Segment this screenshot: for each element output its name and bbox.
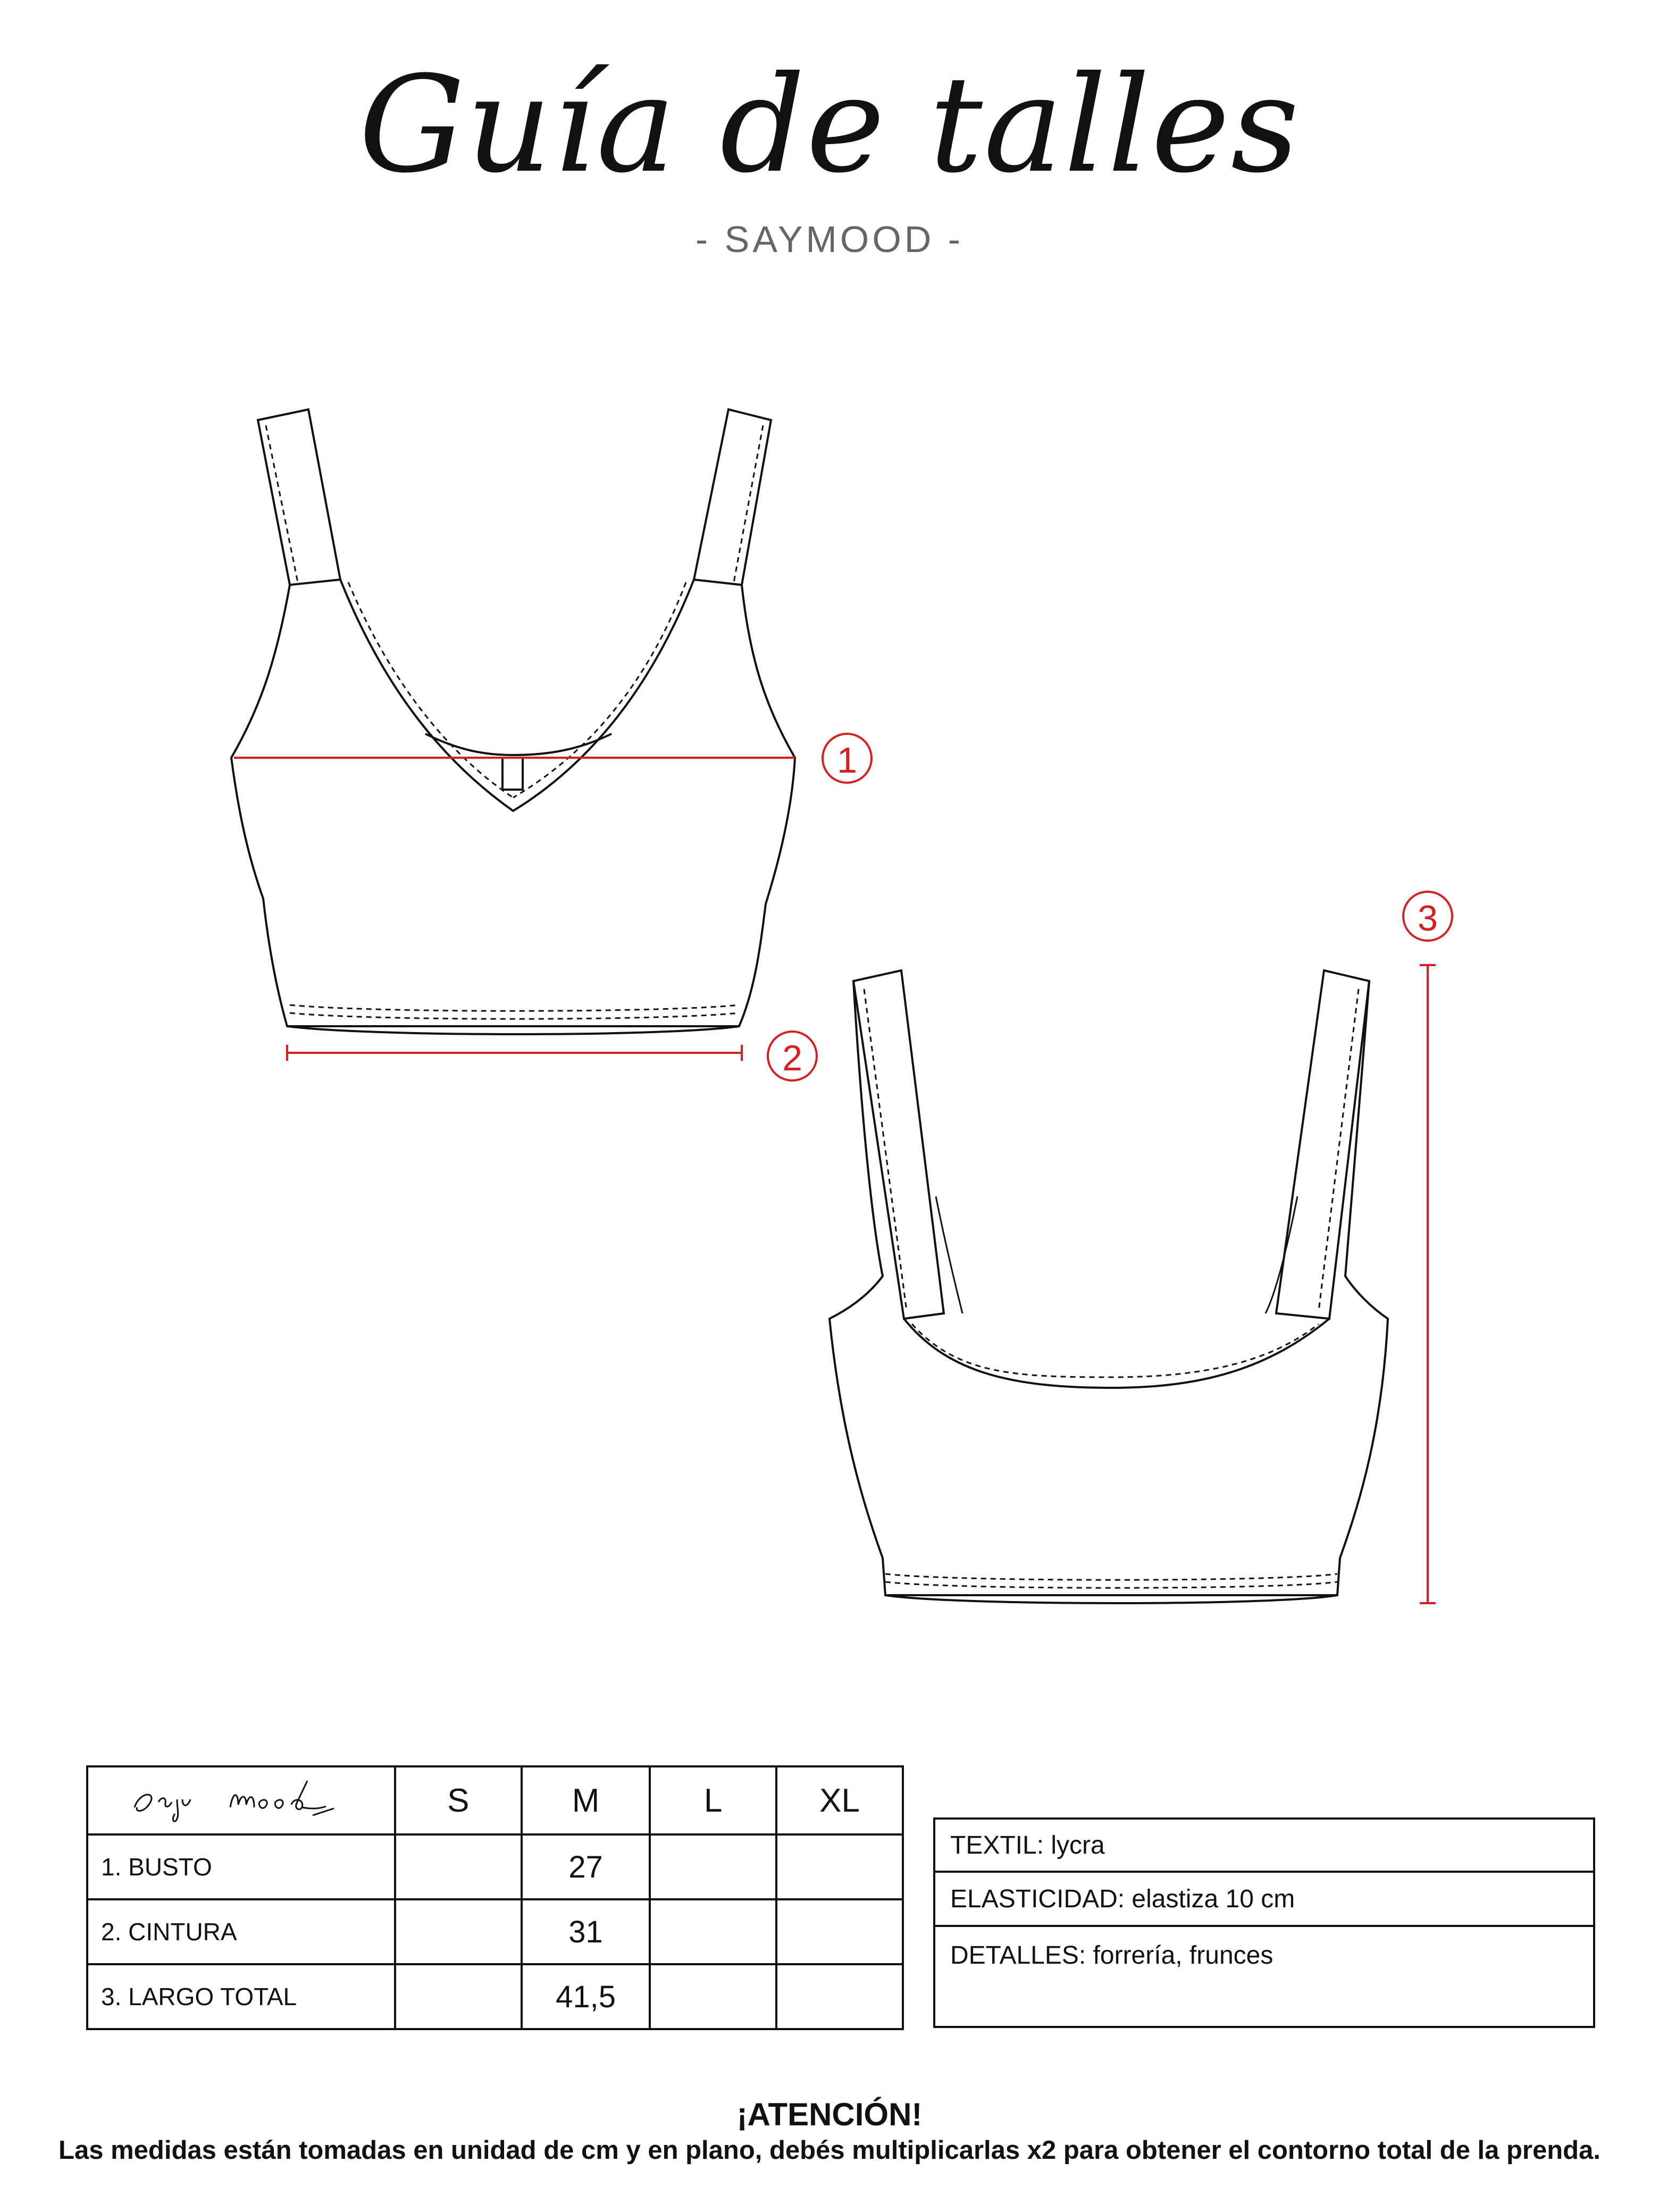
size-header-s: S [395,1766,522,1834]
back-hem [885,1595,1337,1603]
cell-value [776,1834,903,1899]
fabric-details-table [933,1817,1595,2028]
front-hem [287,1026,739,1034]
page-title: Guía de talles [358,47,1301,202]
front-center-tab [502,758,523,790]
waist-marker: 2 [767,1030,818,1082]
back-garment-drawing [830,970,1388,1603]
length-marker: 3 [1402,891,1453,942]
size-table-header [87,1766,903,1834]
brand-signature [87,1766,395,1834]
attention-heading: ¡ATENCIÓN! [736,2097,923,2132]
brand-subtitle: - SAYMOOD - [695,219,964,260]
cell-value [395,1964,522,2029]
cell-value [395,1834,522,1899]
say-mood-signature-logo [124,1770,358,1823]
cell-value [650,1964,776,2029]
front-neckline [340,580,694,811]
attention-note: Las medidas están tomadas en unidad de cm y en plano, debés multiplicarlas x2 para obtener el contorno total de la prenda. [58,2136,1601,2165]
front-body-outline [231,585,795,1026]
size-header-xl: XL [776,1766,903,1834]
bust-marker: 1 [822,733,873,784]
front-right-strap [694,409,771,585]
measure-lines [234,758,1436,1603]
table-row [87,1834,903,1899]
cell-value: 27 [522,1834,650,1899]
cell-value: 31 [522,1899,650,1964]
cell-value [776,1899,903,1964]
cell-value [650,1899,776,1964]
size-header-m: M [522,1766,650,1834]
cell-value: 41,5 [522,1964,650,2029]
front-garment-drawing [231,409,795,1034]
textil-detail: TEXTIL: lycra [934,1819,1594,1872]
table-row [87,1964,903,2029]
cell-value [395,1899,522,1964]
back-left-strap [853,970,944,1319]
cell-value [776,1964,903,2029]
table-row [87,1899,903,1964]
row-label: 1. BUSTO [87,1834,395,1899]
back-neckline [904,1319,1329,1388]
row-label: 2. CINTURA [87,1899,395,1964]
detalles-detail: DETALLES: forrería, frunces [934,1926,1594,2027]
cell-value [650,1834,776,1899]
size-table [86,1765,904,2030]
elasticidad-detail: ELASTICIDAD: elastiza 10 cm [934,1872,1594,1926]
row-label: 3. LARGO TOTAL [87,1964,395,2029]
front-left-strap [258,409,340,585]
size-header-l: L [650,1766,776,1834]
